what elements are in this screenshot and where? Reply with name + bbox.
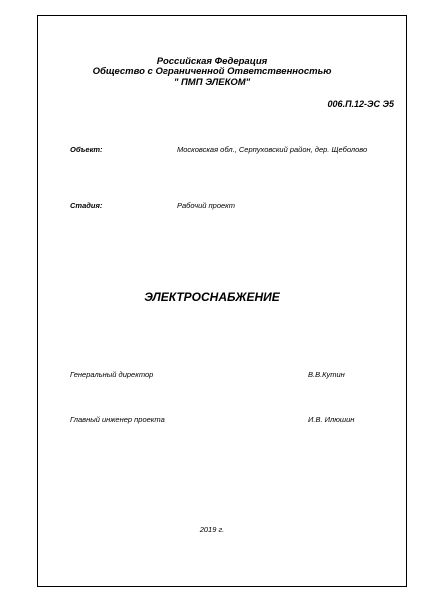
object-value: Московская обл., Серпуховский район, дер. Щеболово	[177, 145, 368, 154]
signature-name-chief-engineer: И.В. Илюшин	[308, 415, 355, 424]
signature-name-director: В.В.Кутин	[308, 370, 345, 379]
signature-role-director: Генеральный директор	[70, 370, 154, 379]
header-company-type: Общество с Ограниченной Ответственностью	[92, 66, 332, 77]
header-company-name: " ПМП ЭЛЕКОМ"	[173, 77, 251, 88]
object-label: Объект:	[70, 145, 103, 154]
header-country: Российская Федерация	[156, 56, 268, 67]
stage-label: Стадия:	[70, 201, 103, 210]
document-title: ЭЛЕКТРОСНАБЖЕНИЕ	[144, 290, 280, 304]
stage-value: Рабочий проект	[177, 201, 236, 210]
document-code: 006.П.12-ЭС Э5	[327, 99, 394, 109]
signature-role-chief-engineer: Главный инженер проекта	[70, 415, 165, 424]
document-year: 2019 г.	[199, 525, 225, 534]
